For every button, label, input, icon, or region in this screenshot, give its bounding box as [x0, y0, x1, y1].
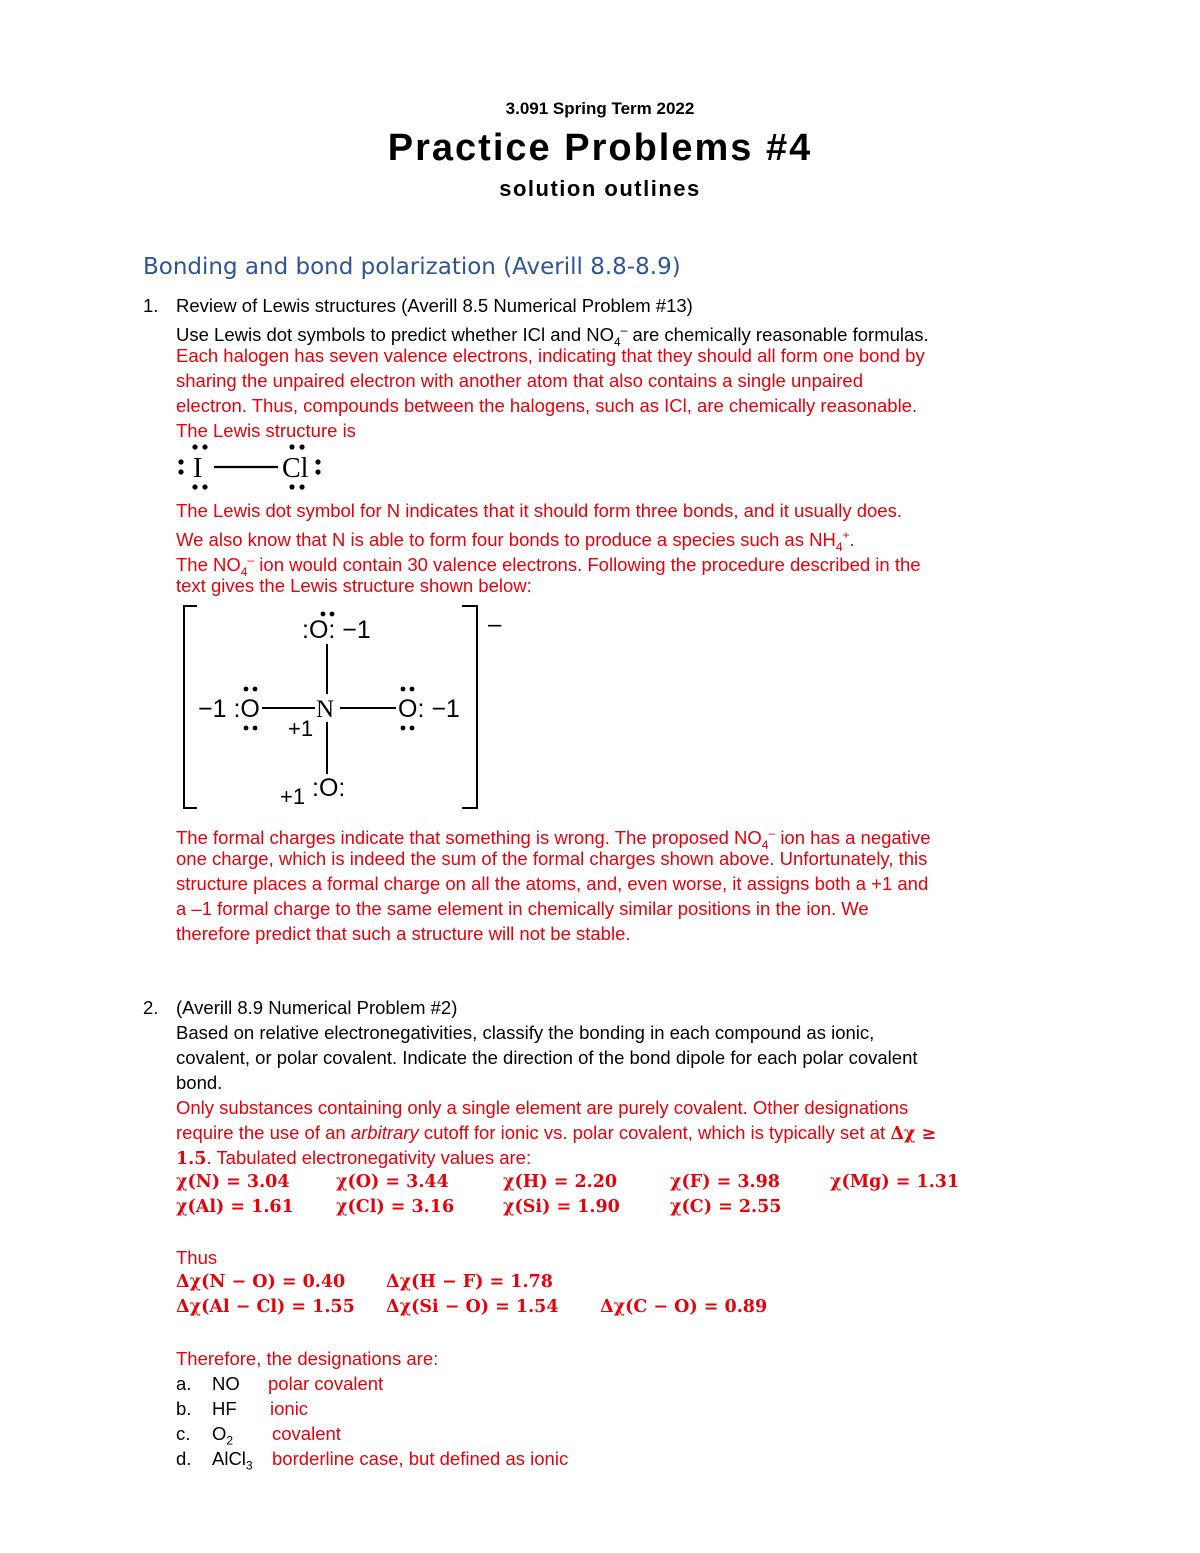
answer-line: 1.5. Tabulated electronegativity values are: — [176, 1147, 532, 1169]
icl-lewis-structure — [170, 442, 340, 492]
no4-lewis-structure — [170, 598, 510, 816]
question-line: bond. — [176, 1072, 223, 1093]
chi-al: χ(Al) = 1.61 — [176, 1197, 294, 1217]
bottom-oxygen: :O: — [312, 774, 346, 802]
delta-si-o: Δχ(Si − O) = 1.54 — [386, 1297, 559, 1317]
answer-line: Each halogen has seven valence electrons, indicating that they should all form one bond by — [176, 345, 925, 366]
answer-line: The Lewis structure is — [176, 420, 356, 441]
chi-si: χ(Si) = 1.90 — [503, 1197, 620, 1217]
left-oxygen: −1 :O — [198, 695, 260, 723]
problem-2-number: 2. — [143, 997, 159, 1018]
designation-item: c. $O_2$ covalent — [176, 1423, 341, 1448]
page-title: Practice Problems #4 — [387, 127, 813, 169]
question-line: covalent, or polar covalent. Indicate the direction of the bond dipole for each polar covalent — [176, 1047, 918, 1068]
answer-line: We also know that N is able to form four bonds to produce a species such as $NH_4^+$. — [176, 528, 855, 554]
iodine-atom: I — [193, 453, 203, 484]
designation-item: b. HF ionic — [176, 1398, 309, 1419]
therefore-label: Therefore, the designations are: — [176, 1348, 439, 1369]
answer-line: The Lewis dot symbol for N indicates that it should form three bonds, and it usually does. — [176, 500, 902, 521]
answer-line: a –1 formal charge to the same element in chemically similar positions in the ion. We — [176, 898, 869, 919]
problem-1-number: 1. — [143, 295, 159, 316]
answer-line: text gives the Lewis structure shown below: — [176, 575, 532, 596]
answer-line: structure places a formal charge on all the atoms, and, even worse, it assigns both a +1 and — [176, 873, 929, 894]
chi-o: χ(O) = 3.44 — [336, 1172, 449, 1192]
answer-line: one charge, which is indeed the sum of the formal charges shown above. Unfortunately, this — [176, 848, 928, 869]
chi-c: χ(C) = 2.55 — [670, 1197, 782, 1217]
answer-line: therefore predict that such a structure will not be stable. — [176, 923, 631, 944]
nitrogen-atom: N — [316, 696, 335, 723]
bottom-oxygen-charge: +1 — [280, 784, 306, 809]
section-heading: Bonding and bond polarization (Averill 8.8-8.9) — [143, 254, 681, 280]
question-line: Based on relative electronegativities, classify the bonding in each compound as ionic, — [176, 1022, 875, 1043]
chi-h: χ(H) = 2.20 — [503, 1172, 618, 1192]
chi-mg: χ(Mg) = 1.31 — [830, 1172, 960, 1192]
designation-item: d. AlCl$_3$ borderline case, but defined as ionic — [176, 1448, 569, 1473]
answer-line: Only substances containing only a single element are purely covalent. Other designations — [176, 1097, 909, 1118]
answer-line: electron. Thus, compounds between the halogens, such as ICl, are chemically reasonable. — [176, 395, 918, 416]
problem-1-question: Use Lewis dot symbols to predict whether ICl and $NO_4^-$ are chemically reasonable formulas. — [176, 323, 929, 349]
delta-h-f: Δχ(H − F) = 1.78 — [386, 1272, 553, 1292]
delta-c-o: Δχ(C − O) = 0.89 — [600, 1297, 768, 1317]
top-oxygen: :O: −1 — [302, 616, 371, 644]
page-subtitle: solution outlines — [499, 176, 701, 201]
answer-line: sharing the unpaired electron with another atom that also contains a single unpaired — [176, 370, 863, 391]
delta-al-cl: Δχ(Al − Cl) = 1.55 — [176, 1297, 355, 1317]
designation-item: a. NO polar covalent — [176, 1373, 384, 1394]
course-term: 3.091 Spring Term 2022 — [505, 99, 695, 118]
chi-cl: χ(Cl) = 3.16 — [336, 1197, 455, 1217]
answer-line: require the use of an arbitrary cutoff for ionic vs. polar covalent, which is typically set at Δχ ≥ — [176, 1122, 937, 1144]
answer-line: The formal charges indicate that something is wrong. The proposed $NO_4^-$ ion has a negative — [176, 826, 931, 852]
chlorine-atom: Cl — [282, 453, 309, 484]
answer-line: The $NO_4^-$ ion would contain 30 valence electrons. Following the procedure described in the — [176, 553, 921, 579]
ion-charge: – — [488, 611, 502, 638]
thus-label: Thus — [176, 1247, 218, 1268]
nitrogen-charge: +1 — [288, 716, 314, 741]
chi-f: χ(F) = 3.98 — [670, 1172, 780, 1192]
delta-n-o: Δχ(N − O) = 0.40 — [176, 1272, 346, 1292]
problem-1-title: Review of Lewis structures (Averill 8.5 Numerical Problem #13) — [176, 295, 693, 316]
right-oxygen: O: −1 — [398, 695, 460, 723]
chi-n: χ(N) = 3.04 — [176, 1172, 290, 1192]
problem-2-title: (Averill 8.9 Numerical Problem #2) — [176, 997, 458, 1018]
